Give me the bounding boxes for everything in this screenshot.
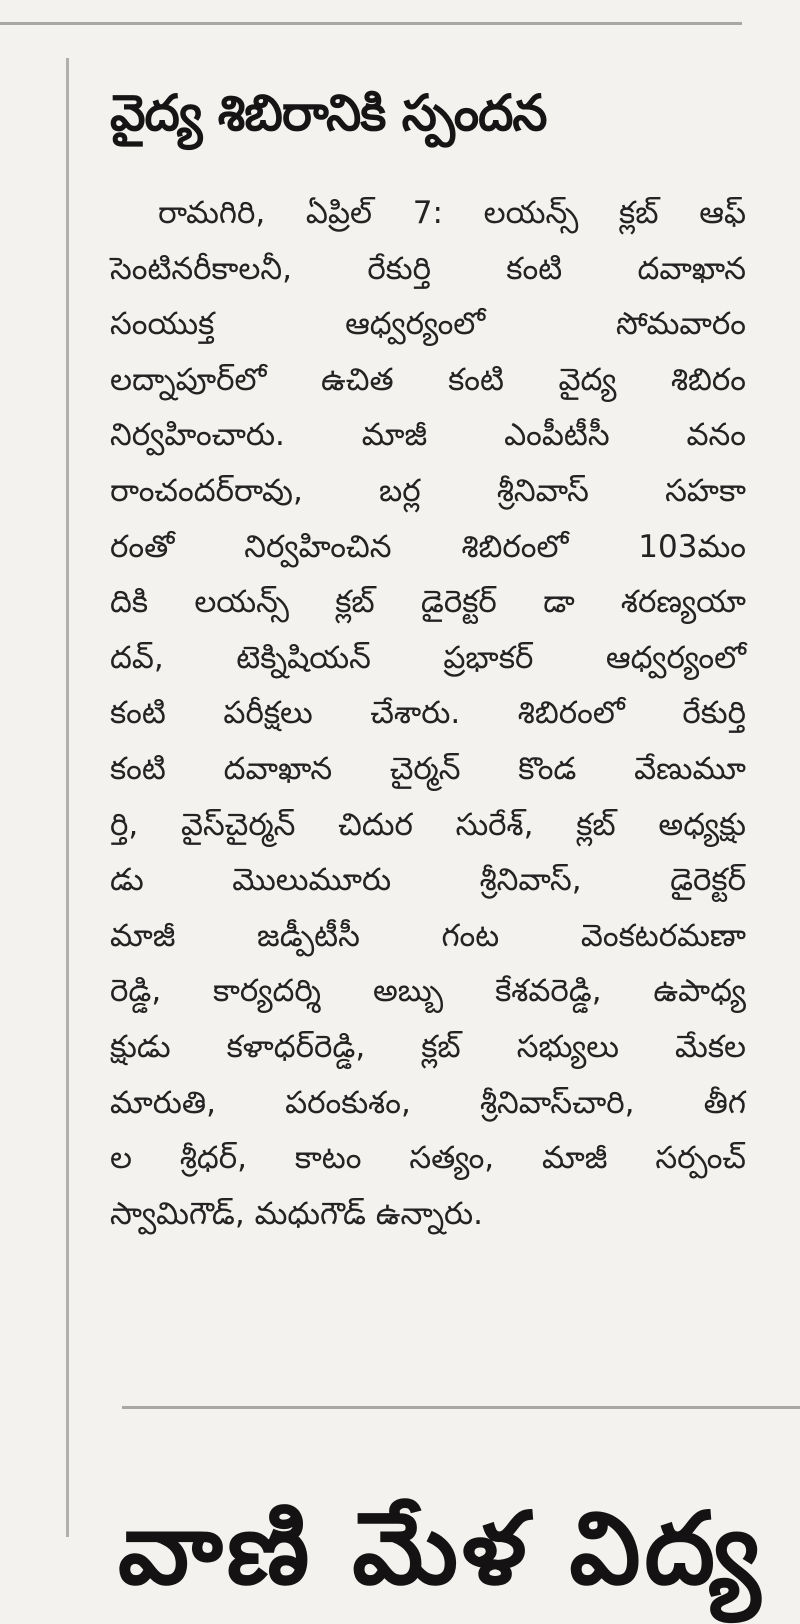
- article-line: రామగిరి, ఏప్రిల్ 7: లయన్స్ క్లబ్ ఆఫ్: [158, 195, 746, 231]
- column-divider-rule: [66, 58, 69, 1537]
- article-line: మారుతి, పరంకుశం, శ్రీనివాస్‌చారి, తీగ: [110, 1084, 746, 1121]
- article-line: సంయుక్త ఆధ్వర్యంలో సోమవారం: [110, 306, 746, 343]
- article-line: కంటి పరీక్షలు చేశారు. శిబిరంలో రేకుర్తి: [110, 695, 746, 732]
- article-line: డు మొలుమూరు శ్రీనివాస్, డైరెక్టర్: [110, 862, 746, 899]
- article-line: ల శ్రీధర్, కాటం సత్యం, మాజీ సర్పంచ్: [110, 1140, 746, 1177]
- bottom-divider-rule: [122, 1406, 800, 1409]
- article-line: రాంచందర్‌రావు, బర్ల శ్రీనివాస్ సహకా: [110, 472, 746, 509]
- article-line: నిర్వహించారు. మాజీ ఎంపీటీసీ వనం: [110, 417, 746, 454]
- article-body: [110, 186, 746, 1242]
- article-line: కంటి దవాఖాన చైర్మన్ కొండ వేణుమూ: [110, 750, 746, 787]
- next-article-headline-cropped: [118, 1474, 800, 1607]
- article-line: దవ్, టెక్నిషియన్ ప్రభాకర్ ఆధ్వర్యంలో: [110, 639, 746, 676]
- article-line: స్వామిగౌడ్, మధుగౌడ్ ఉన్నారు.: [110, 1195, 484, 1232]
- article-line: క్షుడు కళాధర్‌రెడ్డి, క్లబ్ సభ్యులు మేకల: [110, 1028, 746, 1065]
- article-line: రంతో నిర్వహించిన శిబిరంలో 103మం: [110, 528, 746, 565]
- article-line: మాజీ జడ్పీటీసీ గంట వెంకటరమణా: [110, 917, 746, 954]
- next-article-headline-text: వాణి మేళ విద్య: [118, 1490, 765, 1607]
- top-divider-rule: [0, 22, 742, 25]
- article-line: సెంటినరీకాలనీ, రేకుర్తి కంటి దవాఖాన: [110, 250, 746, 287]
- article-headline: వైద్య శిబిరానికి స్పందన: [110, 84, 547, 142]
- article-line: దికి లయన్స్ క్లబ్ డైరెక్టర్ డా శరణ్యయా: [110, 584, 746, 621]
- article-line: ర్తి, వైస్‌చైర్మన్ చిదుర సురేశ్, క్లబ్ అధ్యక్షు: [110, 806, 746, 843]
- article-line: రెడ్డి, కార్యదర్శి అబ్బు కేశవరెడ్డి, ఉపాధ్య: [110, 973, 746, 1010]
- article-line: లద్నాపూర్‌లో ఉచిత కంటి వైద్య శిబిరం: [110, 361, 746, 398]
